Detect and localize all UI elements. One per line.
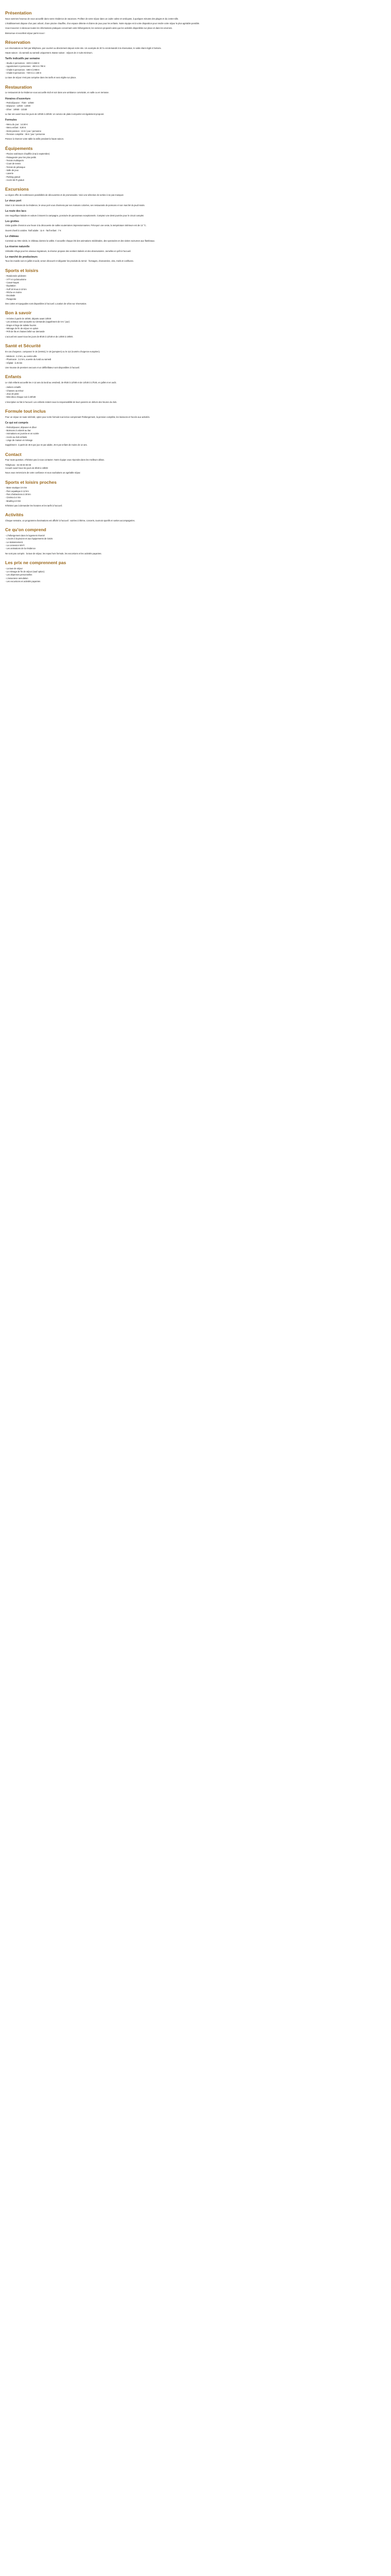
section-title: Réservation [5,40,30,45]
section-9 [5,409,376,447]
section-4 [5,187,376,263]
paragraph: Vous trouverez ci-dessous toutes les informations pratiques concernant votre hébergement, les services proposés ainsi que les activités disponibles sur place et dans les environs. [5,27,173,30]
paragraph: Supplément : à partir de 45 € par jour et par adulte, 25 € par enfant de moins de 12 ans. [5,444,88,447]
subheading: Le château [5,235,19,239]
list-item: - Terrain de pétanque [5,165,25,168]
list-item: - Cinéma à 4 km [5,496,21,499]
list-item: - Déjeuner : 12h00 - 14h00 [5,105,30,108]
list-item: - Accès Wi-Fi gratuit [5,178,24,181]
list-item: - La taxe de séjour [5,567,23,570]
paragraph: Chaque semaine, un programme d'animations est affiché à l'accueil : soirées à thème, concerts, tournois sportifs et sorties accompagnées. [5,519,135,522]
list-item: - Demi-pension : 24 € / jour / personne [5,129,41,132]
list-item: - Les excursions et activités payantes [5,580,41,583]
list-item: - Les animaux sont acceptés sur demande (supplément de 5 € / jour) [5,320,70,324]
list-item: - Mini-disco chaque soir à 20h30 [5,396,36,399]
paragraph: Bienvenue et excellent séjour parmi nous ! [5,31,45,35]
list-item: - Pêche en rivière [5,291,22,294]
paragraph: Nous vous remercions de votre confiance et vous souhaitons un agréable séjour. [5,471,81,474]
paragraph: Une trousse de premiers secours et un défibrillateur sont disponibles à l'accueil. [5,366,80,369]
list-item: - Escalade [5,294,15,297]
section-2 [5,84,376,141]
list-item: - Boissons à volonté au bar [5,429,31,432]
list-item: - Parc d'attractions à 30 km [5,493,31,496]
list-item: - Terrain multisports [5,159,24,162]
list-item: - Dîner : 19h00 - 21h30 [5,108,27,111]
list-item: - Pataugeoire pour les plus petits [5,156,36,159]
paragraph: Ouvert d'avril à octobre. Tarif adulte : 11 € - Tarif enfant : 7 € [5,229,61,232]
bullet-list [5,275,376,301]
paragraph: Tous les mardis soir en juillet et août, venez découvrir et déguster les produits du terroir : fromages, charcuteries, vins, miels et confitures. [5,260,134,263]
section-title: Bon à savoir [5,310,32,316]
section-title: Excursions [5,187,29,192]
list-item: - Chalet 8 personnes : 720 € à 1 190 € [5,71,41,74]
section-10 [5,452,376,475]
bullet-list [5,386,376,399]
subheading: Ce qui est compris [5,421,28,425]
bullet-list [5,355,376,365]
section-8 [5,374,376,404]
paragraph: N'hésitez pas à demander les horaires et les tarifs à l'accueil. [5,504,62,507]
list-item: - Ateliers créatifs [5,386,21,389]
list-item: - Golf 18 trous à 10 km [5,287,27,291]
list-item: - Animations en journée et en soirée [5,432,39,435]
paragraph: Une magnifique balade en voiture à travers la campagne, ponctuée de panoramas exceptionnels. Comptez une demi-journée pour le circuit complet. [5,214,144,217]
paragraph: L'inscription se fait à l'accueil. Les enfants restent sous la responsabilité de leurs parents en dehors des heures du club. [5,400,117,403]
section-13 [5,527,376,555]
list-item: - La connexion Wi-Fi [5,544,25,547]
bullet-list [5,486,376,503]
list-item: - Draps et linge de toilette fournis [5,324,37,327]
section-0 [5,10,376,35]
list-item: - VTT et cyclotourisme [5,278,26,281]
section-title: Ce qu'on comprend [5,527,46,533]
list-item: - L'hébergement dans le logement réservé [5,534,45,537]
section-title: Santé et Sécurité [5,343,41,349]
subheading: Horaires d'ouverture [5,97,30,100]
paragraph: Véritable refuge pour les oiseaux migrateurs, la réserve propose des sentiers balisés et des observatoires. Jumelles en prêt à l'accueil. [5,249,132,252]
list-item: - Bowling à 8 km [5,499,21,502]
list-item: - Menu enfant : 8,90 € [5,126,26,129]
list-item: - L'accès à la piscine et aux équipements de loisirs [5,537,53,540]
list-item: - Arrivées à partir de 16h00, départs avant 10h00 [5,317,51,320]
paragraph: Le club enfants accueille les 4-12 ans du lundi au vendredi, de 9h30 à 12h00 et de 14h30 à 17h30, en juillet et en août. [5,381,117,384]
paragraph: Le restaurant de la résidence vous accueille midi et soir dans une ambiance conviviale, en salle ou en terrasse. [5,91,109,94]
subheading: Le vieux port [5,199,22,203]
paragraph: La région offre de nombreuses possibilités de découvertes et de promenades. Voici une sélection de sorties à ne pas manquer. [5,193,124,196]
list-item: - Les dépenses personnelles [5,573,32,577]
bullet-list [5,101,376,111]
paragraph: Haute saison : du samedi au samedi uniquement. Basse saison : séjours de 2 nuits minimum. [5,51,93,54]
list-item: - Équitation [5,284,16,287]
bullet-list [5,567,376,584]
list-item: - Court de tennis [5,162,21,165]
section-title: Équipements [5,145,33,151]
section-title: Sports et loisirs proches [5,479,57,485]
section-title: Formule tout inclus [5,409,46,414]
paragraph: Pour toute question, n'hésitez pas à nous contacter. Notre équipe vous répondra dans les meilleurs délais. [5,459,105,462]
paragraph: Pour un séjour en toute sérénité, optez pour notre formule tout inclus comprenant l'hébergement, la pension complète, les boissons et l'accès aux activités. [5,415,150,418]
section-5 [5,268,376,306]
list-item: - Le ménage de fin de séjour (sauf option) [5,570,45,573]
bullet-list [5,534,376,551]
list-item: - Salle de jeux [5,168,19,172]
paragraph: L'accueil est ouvert tous les jours de 8h30 à 12h30 et de 14h00 à 19h00. [5,335,73,338]
paragraph: Les réservations se font par téléphone, par courriel ou directement depuis notre site. Un acompte de 30 % est demandé à la réservation, le solde étant réglé à l'arrivée. [5,46,161,49]
section-title: Enfants [5,374,22,380]
subheading: La route des lacs [5,210,26,213]
list-item: - Laverie [5,172,13,175]
section-14 [5,560,376,583]
paragraph: Situé à 15 minutes de la résidence, le vieux port vous charmera par ses maisons colorées, ses restaurants de poissons et son marché du jeudi matin. [5,204,145,207]
section-title: Contact [5,451,22,457]
list-item: - Linge de maison et ménage [5,438,33,442]
bullet-list [5,426,376,443]
list-item: - Studio 2 personnes : 320 € à 560 € [5,61,40,64]
paragraph: En cas d'urgence, composez le 15 (SAMU), le 18 (pompiers) ou le 112 (numéro d'urgence européen). [5,350,100,353]
subheading: Le marché de producteurs [5,255,38,259]
list-item: - Randonnée pédestre [5,275,26,278]
list-item: Accueil ouvert tous les jours de 8h30 à 19h00 [5,466,48,469]
document-page [0,0,381,603]
bullet-list [5,152,376,182]
section-6 [5,310,376,338]
list-item: - Appartement 4 personnes : 450 € à 790 € [5,65,45,68]
list-item: - L'assurance annulation [5,577,28,580]
paragraph: Construit au XIIIe siècle, le château domine la vallée. Il accueille chaque été des animations médiévales, des spectacles et des visites nocturnes aux flambeaux. [5,239,155,242]
list-item: - Petit-déjeuner : 7h30 - 10h00 [5,101,34,104]
list-item: - Chalet 6 personnes : 590 € à 990 € [5,68,40,71]
paragraph: Visite guidée d'environ une heure à la découverte de salles souterraines impressionnantes. Prévoyez une veste, la température intérieure est de 13 °C. [5,224,146,227]
bullet-list [5,317,376,334]
list-item: - Médecin : à 3 km, au centre-ville [5,355,37,358]
bullet-list [5,464,376,470]
list-item: - Parking gratuit [5,175,20,178]
paragraph: Pensez à réserver votre table la veille pendant la haute saison. [5,138,64,141]
paragraph: Nous sommes heureux de vous accueillir dans notre résidence de vacances. Profitez de votre séjour dans un cadre calme et verdoyant, à quelques minutes des plages et du centre-ville. [5,17,179,20]
list-item: - Hôpital : à 25 km [5,361,23,364]
paragraph: Le bar est ouvert tous les jours de 10h00 à 23h00. Un service de plats à emporter est également proposé. [5,113,105,116]
paragraph: Ne sont pas compris : la taxe de séjour, les repas hors formule, les excursions et les activités payantes. [5,552,102,555]
list-item: - Pharmacie : à 2 km, ouverte du lundi au samedi [5,358,52,361]
list-item: - Chasses au trésor [5,389,24,392]
list-item: - Piscine extérieure chauffée (mai à septembre) [5,152,50,156]
list-item: - Le stationnement [5,540,23,544]
subheading: La réserve naturelle [5,245,30,248]
section-title: Les prix ne comprennent pas [5,560,67,565]
paragraph: Des cartes et topoguides sont disponibles à l'accueil. Location de vélos sur réservation. [5,302,87,306]
list-item: - Jeux de piste [5,393,19,396]
list-item: - Menu du jour : 14,50 € [5,123,28,126]
subheading: Formules [5,118,17,122]
list-item: - Ménage de fin de séjour en option [5,327,39,330]
list-item: - Parapente [5,297,17,300]
list-item: - Accès au club enfants [5,435,27,438]
list-item: - Base nautique à 5 km [5,486,27,489]
paragraph: L'établissement dispose d'un parc arboré, d'une piscine chauffée, d'un espace détente et d'aires de jeux pour les enfants. Notre équipe est à votre disposition pour rendre votre séjour le plus agréable possible. [5,22,200,25]
list-item: - Canoë-kayak [5,281,19,284]
section-title: Sports et loisirs [5,267,39,273]
list-item: - Petit-déjeuner, déjeuner et dîner [5,426,37,429]
list-item: - Prêt de lits et chaises bébé sur demande [5,330,45,333]
section-7 [5,343,376,369]
section-title: Activités [5,512,24,518]
paragraph: La taxe de séjour n'est pas comprise dans les tarifs et sera réglée sur place. [5,76,76,79]
section-title: Présentation [5,10,32,15]
subheading: Tarifs indicatifs par semaine [5,57,40,61]
section-1 [5,40,376,80]
section-title: Restauration [5,84,32,90]
section-11 [5,480,376,508]
bullet-list [5,123,376,136]
list-item: - Pension complète : 36 € / jour / personne [5,132,45,135]
list-item: - Parc aquatique à 12 km [5,489,29,493]
section-3 [5,146,376,182]
subheading: Les grottes [5,219,19,223]
list-item: Téléphone : 04 00 00 00 00 [5,463,31,466]
section-12 [5,512,376,522]
bullet-list [5,62,376,75]
list-item: - Les animations de la résidence [5,547,36,550]
